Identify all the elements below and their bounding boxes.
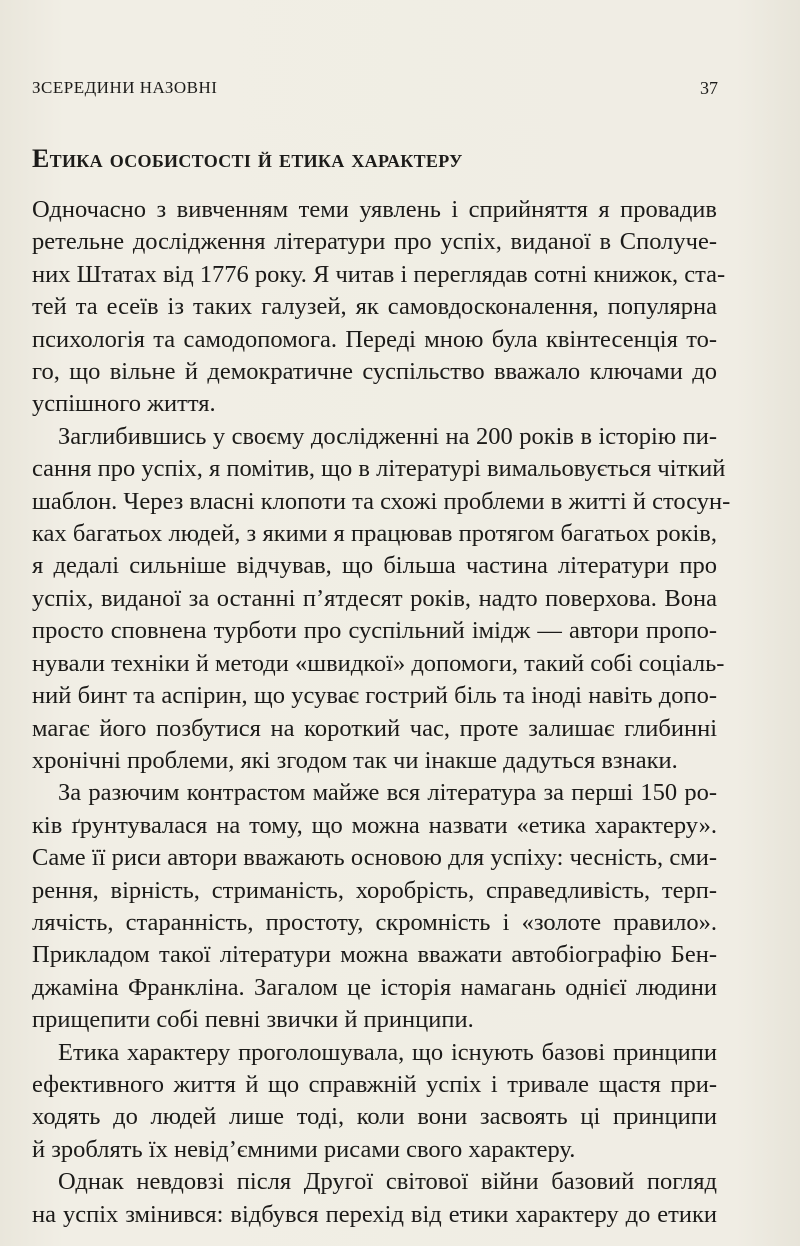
text-line: ходять до людей лише тоді, коли вони засвоять ці принципи [32,1103,717,1131]
text-line: За разючим контрастом майже вся література за перші 150 ро- [58,779,717,807]
text-line: магає його позбутися на короткий час, проте залишає глибинні [32,714,717,742]
text-line: успішного життя. [32,390,216,418]
text-line: прищепити собі певні звички й принципи. [32,1006,474,1034]
text-line: ретельне дослідження літератури про успіх, виданої в Сполуче- [32,228,717,256]
text-line: нували техніки й методи «швидкої» допомоги, такий собі соціаль- [32,649,725,677]
page-number: 37 [700,78,718,98]
paragraph [32,777,717,1036]
text-line: Етика характеру проголошувала, що існують базові принципи [58,1038,717,1066]
text-line: лячість, старанність, простоту, скромність і «золоте правило». [32,908,717,936]
text-line: просто сповнена турботи про суспільний імідж — автори пропо- [32,617,717,645]
paragraph [32,194,726,421]
text-line: психологія та самодопомога. Переді мною була квінтесенція то- [32,325,717,353]
text-line: хронічні проблеми, які згодом так чи інакше дадуться взнаки. [32,746,678,774]
text-line: них Штатах від 1776 року. Я читав і переглядав сотні книжок, ста- [32,260,726,288]
text-line: сання про успіх, я помітив, що в літературі вимальовується чіткий [32,455,726,483]
text-line: ефективного життя й що справжній успіх і тривале щастя при- [32,1070,717,1098]
running-head: ЗСЕРЕДИНИ НАЗОВНІ [32,78,218,97]
text-line: Саме її риси автори вважають основою для успіху: чесність, сми- [32,844,717,872]
text-line: Однак невдовзі після Другої світової війни базовий погляд [58,1168,717,1196]
text-line: Заглибившись у своєму дослідженні на 200 років в історію пи- [58,422,717,450]
text-line: успіх, виданої за останні п’ятдесят років, надто поверхова. Вона [32,584,717,612]
text-line: рення, вірність, стриманість, хоробрість, справедливість, терп- [32,876,717,904]
text-line: Одночасно з вивченням теми уявлень і сприйняття я провадив [32,196,717,223]
text-line: ках багатьох людей, з якими я працював протягом багатьох років, [32,520,717,548]
text-line: тей та есеїв із таких галузей, як самовдосконалення, популярна [32,293,717,321]
text-line: на успіх змінився: відбувся перехід від етики характеру до етики [32,1200,717,1228]
paragraph [32,1166,717,1231]
text-line: я дедалі сильніше відчував, що більша частина літератури про [32,552,717,580]
text-line: й зроблять їх невід’ємними рисами свого характеру. [32,1135,576,1163]
text-line: джаміна Франкліна. Загалом це історія намагань однієї людини [32,973,717,1001]
paragraph [32,1037,717,1167]
text-line: шаблон. Через власні клопоти та схожі проблеми в житті й стосун- [32,487,731,515]
paragraph [32,421,731,777]
text-line: Прикладом такої літератури можна вважати автобіографію Бен- [32,941,717,969]
text-line: ків ґрунтувалася на тому, що можна назвати «етика характеру». [32,811,717,839]
text-line: го, що вільне й демократичне суспільство вважало ключами до [32,358,717,386]
text-line: ний бинт та аспірин, що усуває гострий біль та іноді навіть допо- [32,682,717,710]
section-title: Етика особистості й етика характеру [32,144,463,173]
body-text [32,194,731,1231]
